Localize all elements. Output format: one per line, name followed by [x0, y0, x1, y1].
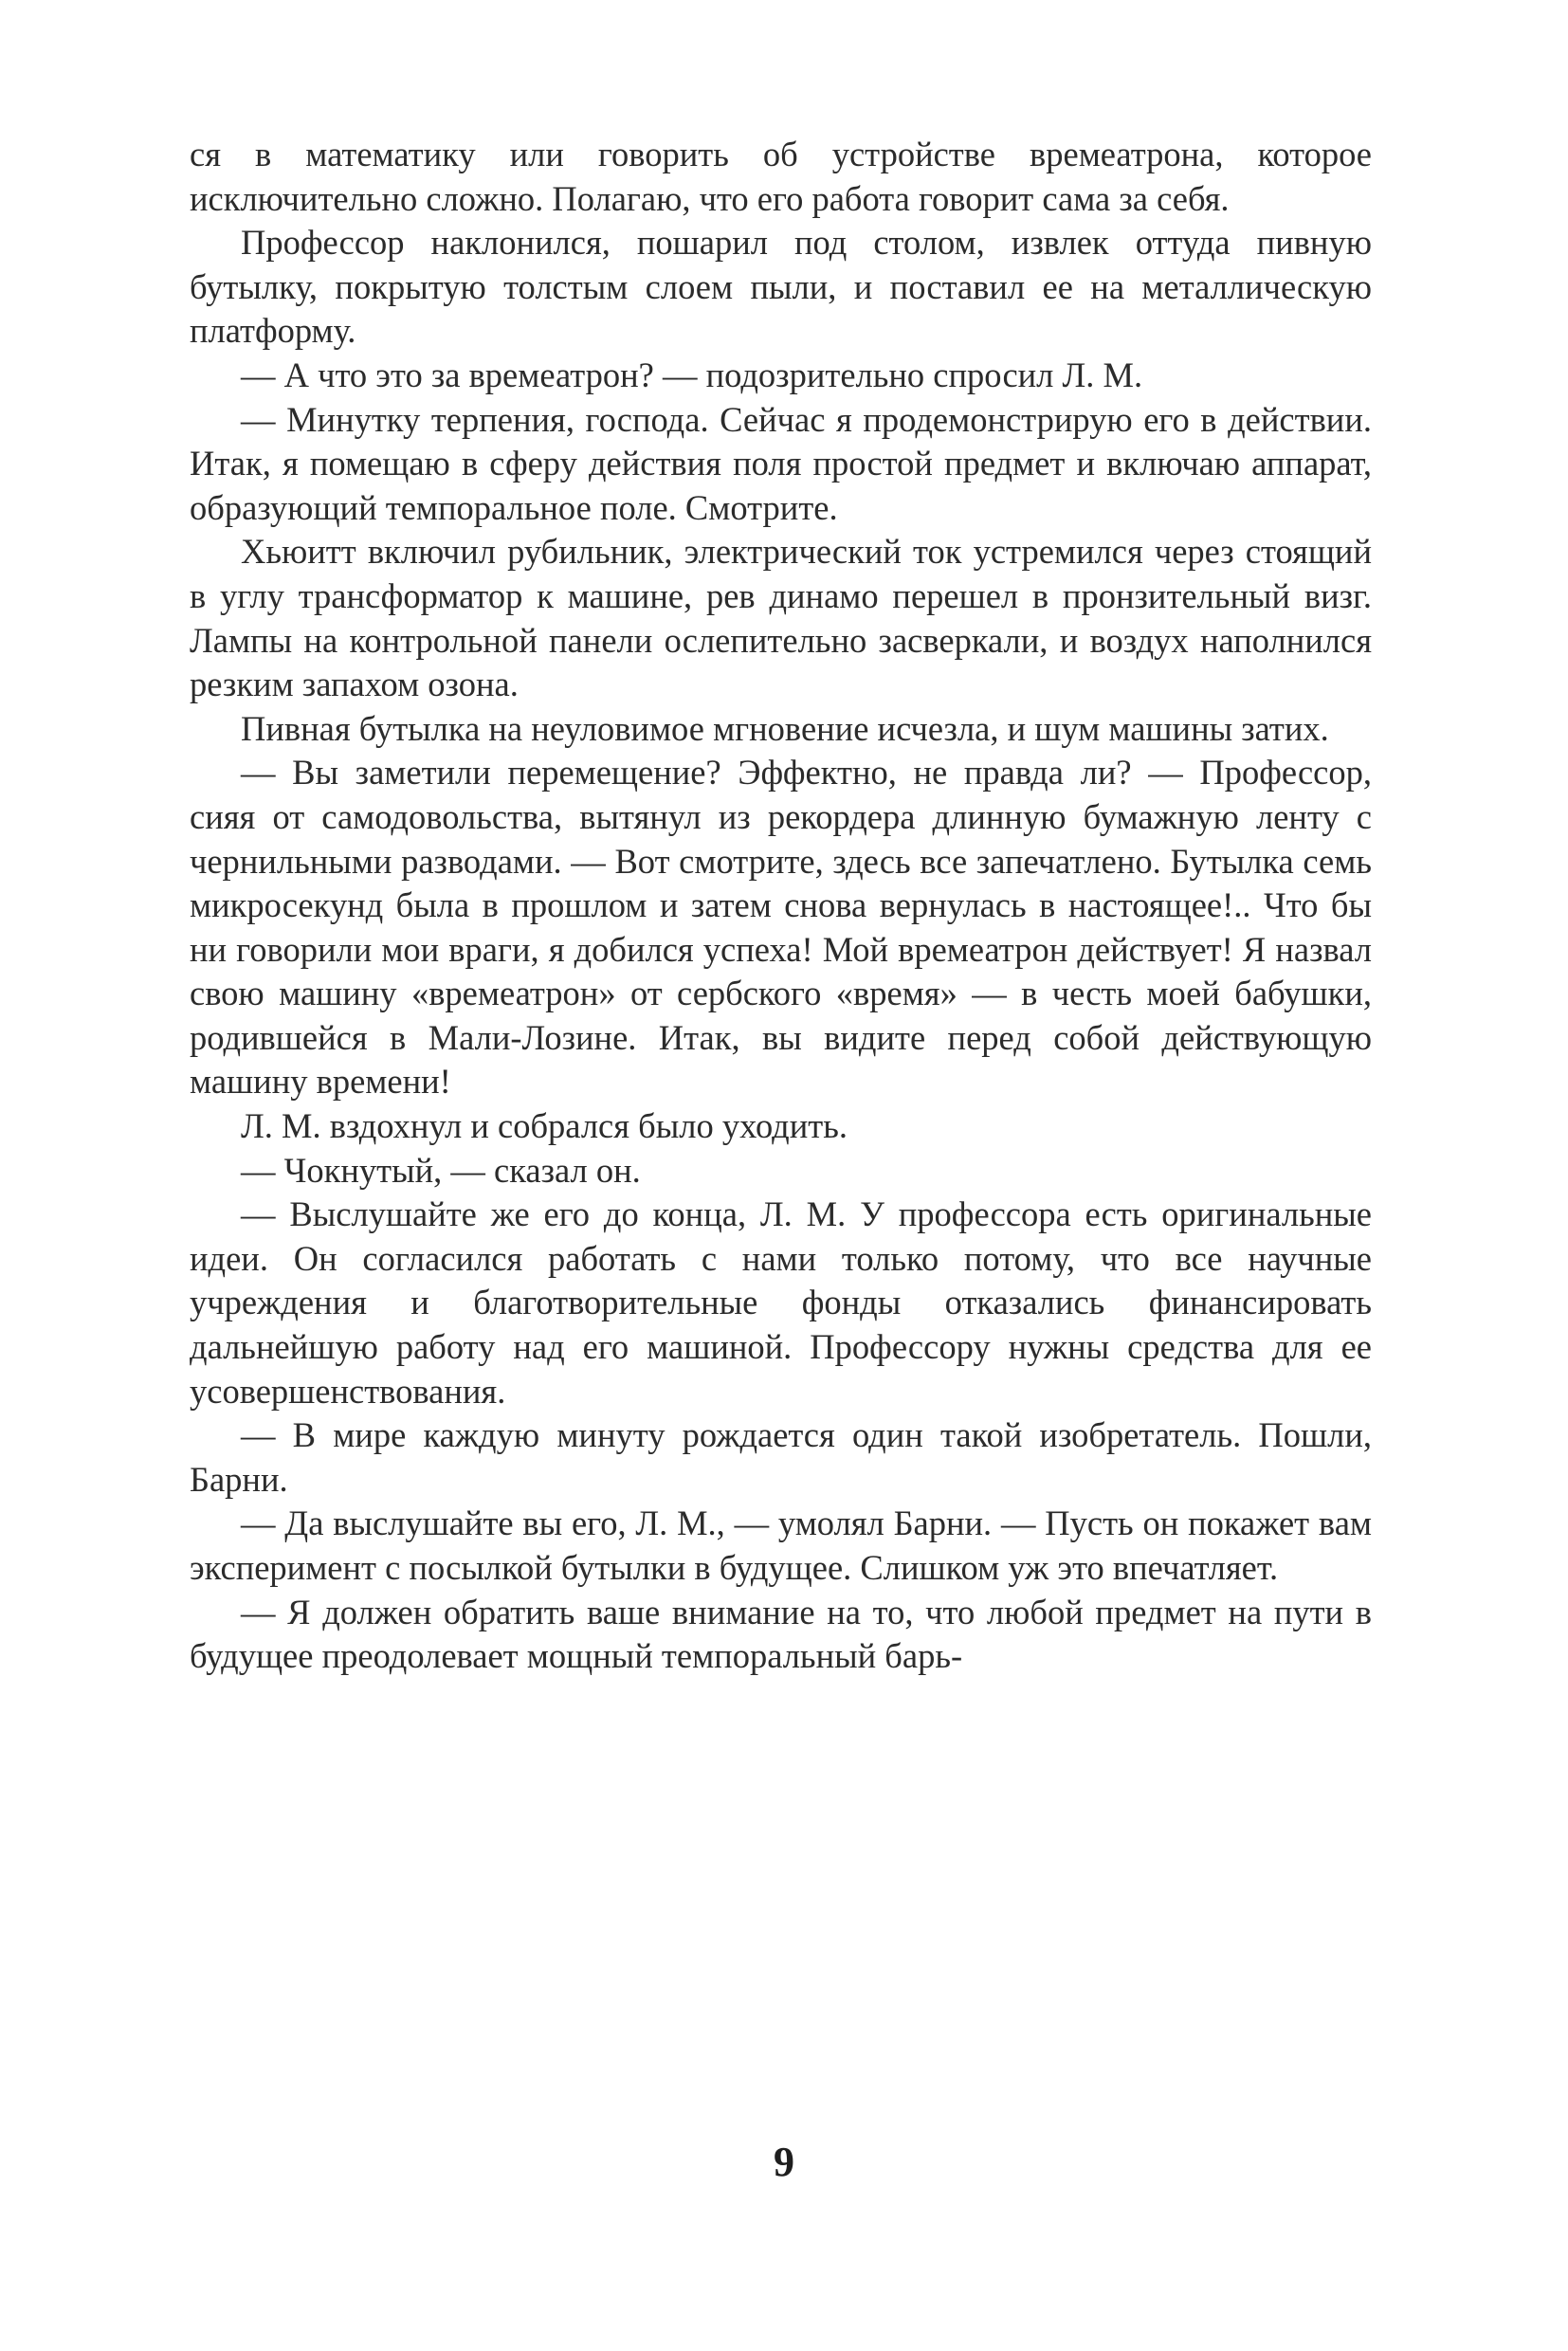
paragraph-7: — Вы заметили перемещение? Эффектно, не правда ли? — Профессор, сияя от самодовольства, вытянул из рекордера длинную бумажную ленту с чернильными разводами. — Вот смотрите, здесь все запечатлено. Бутылка семь микросекунд была в прошлом и затем снова вернулась в настоящее!.. Что бы ни говорили мои враги, я добился успеха! Мой времеатрон действует! Я назвал свою машину «времеатрон» от сербского «время» — в честь моей бабушки, родившейся в Мали-Лозине. Итак, вы видите перед собой действующую машину времени! [190, 753, 1372, 1102]
paragraph-9: — Чокнутый, — сказал он. [241, 1150, 641, 1190]
paragraph-6: Пивная бутылка на неуловимое мгновение исчезла, и шум машины затих. [241, 708, 1329, 748]
paragraph-10: — Выслушайте же его до конца, Л. М. У профессора есть оригинальные идеи. Он согласился работать с нами только потому, что все научные учреждения и благотворительные фонды отказались финансировать дальнейшую работу над его машиной. Профессору нужны средства для ее усовершенствования. [190, 1194, 1372, 1411]
paragraph-2: Профессор наклонился, пошарил под столом, извлек оттуда пивную бутылку, покрытую толстым слоем пыли, и поставил ее на металлическую платформу. [190, 223, 1372, 351]
paragraph-12: — Да выслушайте вы его, Л. М., — умолял Барни. — Пусть он покажет вам эксперимент с посылкой бутылки в будущее. Слишком уж это впечатляет. [190, 1504, 1372, 1587]
paragraph-8: Л. М. вздохнул и собрался было уходить. [241, 1106, 848, 1146]
paragraph-4: — Минутку терпения, господа. Сейчас я продемонстрирую его в действии. Итак, я помещаю в сферу действия поля простой предмет и включаю аппарат, образующий темпоральное поле. Смотрите. [190, 399, 1372, 527]
paragraph-11: — В мире каждую минуту рождается один такой изобретатель. Пошли, Барни. [190, 1415, 1372, 1499]
body-text [190, 133, 1372, 1679]
paragraph-5: Хьюитт включил рубильник, электрический ток устремился через стоящий в углу трансформатор к машине, рев динамо перешел в пронзительный визг. Лампы на контрольной панели ослепительно засверкали, и воздух наполнился резким запахом озона. [190, 532, 1372, 704]
paragraph-13: — Я должен обратить ваше внимание на то, что любой предмет на пути в будущее преодолевает мощный темпоральный барь- [190, 1592, 1372, 1676]
paragraph-3: — А что это за времеатрон? — подозрительно спросил Л. М. [241, 355, 1143, 394]
page-number: 9 [774, 2139, 794, 2185]
paragraph-1: ся в математику или говорить об устройстве времеатрона, которое исключительно сложно. Полагаю, что его работа говорит сама за себя. [190, 135, 1372, 218]
